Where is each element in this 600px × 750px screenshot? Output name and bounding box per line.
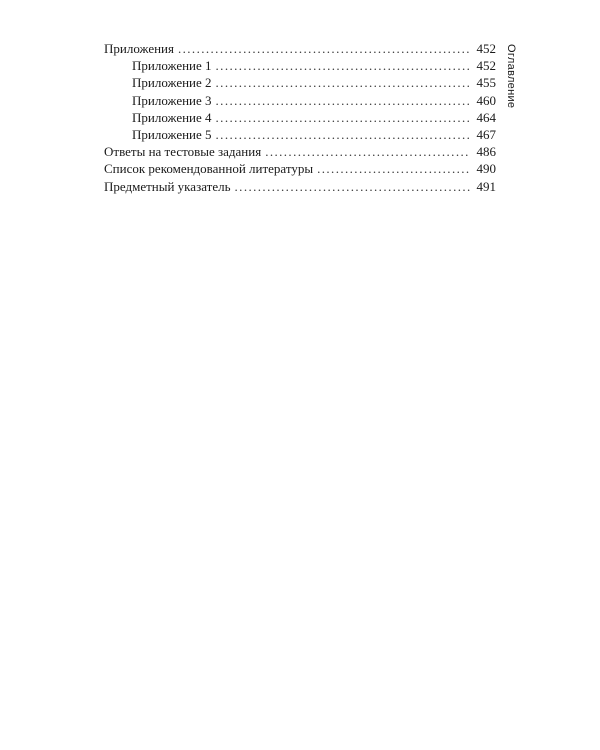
toc-entry-title: Приложение 2 [132,75,212,91]
dot-leader [235,178,470,195]
toc-entry-appendix-3[interactable] [104,92,496,109]
toc-entry-title: Приложение 1 [132,58,212,74]
dot-leader [216,74,470,91]
toc-entry-title: Приложение 3 [132,92,212,108]
toc-entry-appendix-1[interactable] [104,57,496,74]
dot-leader [265,143,470,160]
toc-entry-title: Приложение 5 [132,126,212,142]
toc-entry-appendices[interactable] [104,40,496,57]
toc-entry-page: 467 [476,126,496,142]
toc-entry-page: 491 [476,178,496,194]
dot-leader [317,160,470,177]
toc-entry-page: 486 [476,144,496,160]
toc-entry-appendix-4[interactable] [104,109,496,126]
toc-entry-test-answers[interactable] [104,143,496,160]
toc-entry-title: Предметный указатель [104,178,231,194]
dot-leader [216,126,470,143]
toc-entry-page: 490 [476,161,496,177]
toc-entry-appendix-2[interactable] [104,74,496,91]
toc-entry-subject-index[interactable] [104,178,496,195]
toc-entry-title: Ответы на тестовые задания [104,144,262,160]
toc-entry-recommended-literature[interactable] [104,160,496,177]
dot-leader [216,92,470,109]
dot-leader [216,109,470,126]
toc-entry-title: Приложения [104,41,174,56]
toc-entry-title: Приложение 4 [132,109,212,125]
toc-entry-page: 460 [476,92,496,108]
toc-entry-page: 452 [476,41,496,56]
table-of-contents [104,40,496,195]
toc-entry-page: 455 [476,75,496,91]
toc-entry-title: Список рекомендованной литературы [104,161,314,177]
dot-leader [178,40,470,57]
toc-entry-page: 452 [476,58,496,74]
toc-entry-appendix-5[interactable] [104,126,496,143]
toc-entry-page: 464 [476,109,496,125]
running-head: Оглавление [505,44,517,109]
dot-leader [216,57,470,74]
